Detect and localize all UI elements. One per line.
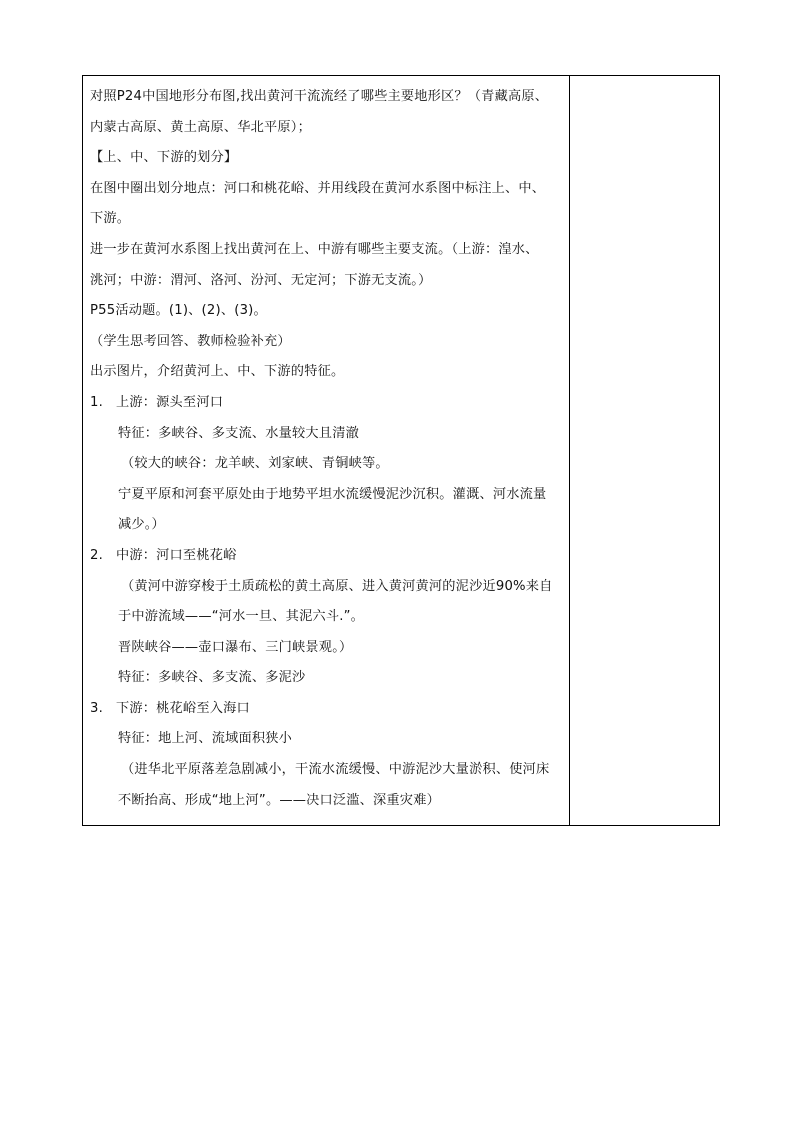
section-middle-heading — [90, 541, 563, 572]
text-line: 宁夏平原和河套平原处由于地势平坦水流缓慢泥沙沉积。灌溉、河水流量 — [118, 486, 547, 502]
text-line: 特征：地上河、流域面积狭小 — [118, 731, 293, 747]
text-line: （学生思考回答、教师检验补充） — [90, 333, 291, 349]
section-heading-text: 下游：桃花峪至入海口 — [116, 700, 250, 716]
section-number: 3. — [90, 700, 103, 716]
text-line: 洮河；中游：渭河、洛河、汾河、无定河；下游无支流。） — [90, 272, 432, 288]
text-line: 内蒙古高原、黄土高原、华北平原）； — [90, 119, 311, 135]
text-line: 特征：多峡谷、多支流、多泥沙 — [118, 670, 306, 686]
text-line: P55活动题。(1)、(2)、(3)。 — [90, 303, 267, 319]
text-line: 于中游流域——“河水一旦、其泥六斗.”。 — [118, 609, 365, 625]
text-line: 在图中圈出划分地点：河口和桃花峪、并用线段在黄河水系图中标注上、中、 — [90, 180, 546, 196]
text-line: （进华北平原落差急剧减小，干流水流缓慢、中游泥沙大量淤积、使河床 — [121, 762, 550, 778]
side-empty-cell — [570, 76, 719, 825]
subheading-division: 【上、中、下游的划分】 — [90, 150, 238, 166]
section-number: 2. — [90, 547, 103, 563]
text-line: （较大的峡谷：龙羊峡、刘家峡、青铜峡等。 — [121, 456, 389, 472]
section-lower-heading — [90, 694, 563, 725]
text-line: 特征：多峡谷、多支流、水量较大且清澈 — [118, 425, 359, 441]
text-line: 晋陕峡谷——壶口瀑布、三门峡景观。） — [118, 639, 353, 655]
content-table — [82, 75, 720, 826]
text-line: 对照P24中国地形分布图,找出黄河干流流经了哪些主要地形区？（青藏高原、 — [90, 89, 549, 104]
text-line: （黄河中游穿梭于土质疏松的黄土高原、进入黄河黄河的泥沙近90%来自 — [121, 578, 553, 594]
section-number: 1. — [90, 394, 103, 410]
text-line: 不断抬高、形成“地上河”。——决口泛滥、深重灾难） — [118, 792, 440, 808]
section-heading-text: 中游：河口至桃花峪 — [116, 547, 237, 563]
text-line: 减少。） — [118, 517, 165, 533]
main-text-cell — [83, 76, 570, 825]
text-line: 进一步在黄河水系图上找出黄河在上、中游有哪些主要支流。（上游：湟水、 — [90, 241, 539, 257]
text-line: 出示图片，介绍黄河上、中、下游的特征。 — [90, 364, 345, 380]
section-upper-heading — [90, 388, 563, 419]
section-heading-text: 上游：源头至河口 — [116, 394, 224, 410]
text-line: 下游。 — [90, 211, 131, 227]
